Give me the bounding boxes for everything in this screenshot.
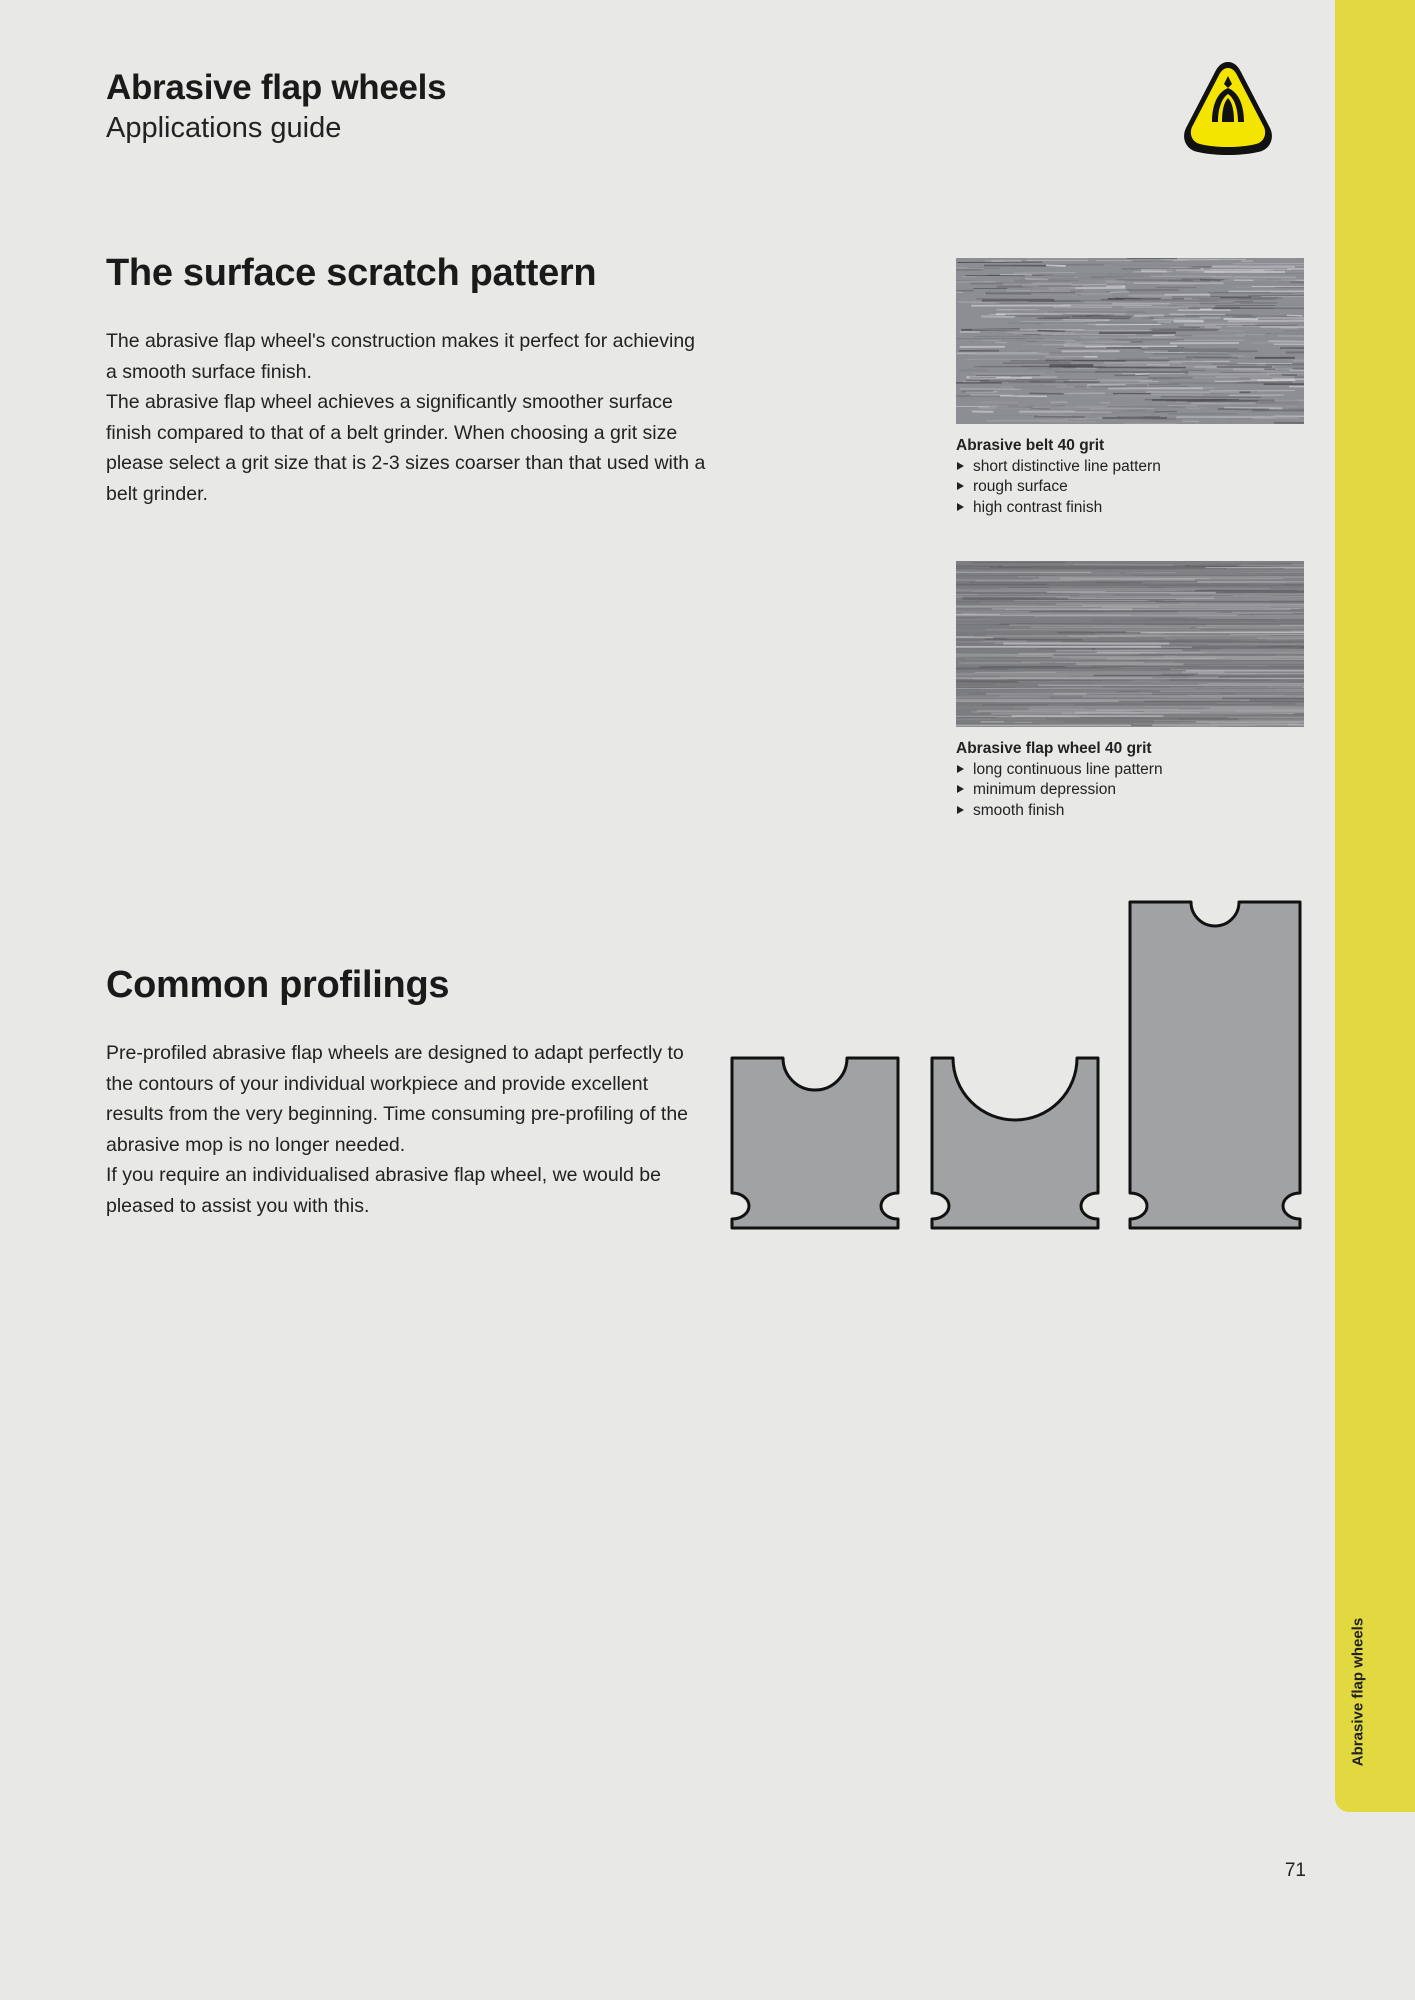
caption-bullet: high contrast finish [956, 498, 1316, 519]
chapter-side-tab [1335, 0, 1415, 1812]
profilings-paragraph-2: If you require an individualised abrasive flap wheel, we would be pleased to assist you with this. [106, 1164, 661, 1217]
profile-tall-notch [1130, 902, 1300, 1228]
caption-bullet: smooth finish [956, 801, 1316, 822]
profile-large-radius [932, 1058, 1098, 1228]
profile-small-radius [732, 1058, 898, 1228]
klingspor-logo [1178, 58, 1278, 158]
profilings-paragraph-1: Pre-profiled abrasive flap wheels are designed to adapt perfectly to the contours of your individual workpiece and provide excellent results from the very beginning. Time consuming pre-profiling of the abrasive mop is no longer needed. [106, 1042, 689, 1156]
chapter-side-tab-label [1338, 1617, 1378, 1767]
page-number: 71 [1284, 1860, 1306, 1881]
caption-bullet-list [956, 760, 1316, 822]
bullet-triangle-icon [957, 765, 964, 773]
document-title: Abrasive flap wheels [106, 68, 447, 107]
bullet-triangle-icon [957, 462, 964, 470]
caption-bullet: minimum depression [956, 780, 1316, 801]
bullet-triangle-icon [957, 503, 964, 511]
scratch-paragraph-1: The abrasive flap wheel's construction makes it perfect for achieving a smooth surface finish. [106, 330, 696, 383]
profilings-section-heading: Common profilings [106, 964, 450, 1006]
caption-bullet: short distinctive line pattern [956, 457, 1316, 478]
caption-bullet-list [956, 457, 1316, 519]
scratch-section-text [106, 326, 706, 509]
caption-title: Abrasive flap wheel 40 grit [956, 740, 1152, 757]
scratch-section-heading: The surface scratch pattern [106, 252, 597, 294]
profile-diagrams [728, 898, 1304, 1230]
side-tab-text: Abrasive flap wheels [1349, 1617, 1367, 1767]
caption-bullet: rough surface [956, 477, 1316, 498]
klingspor-logo-icon [1178, 58, 1278, 158]
bullet-triangle-icon [957, 482, 964, 490]
flap-wheel-caption [956, 739, 1316, 821]
caption-bullet: long continuous line pattern [956, 760, 1316, 781]
logo-text: KLINGSPOR [1190, 127, 1266, 150]
abrasive-belt-surface-photo [956, 258, 1304, 424]
bullet-triangle-icon [957, 785, 964, 793]
profilings-section-text [106, 1038, 696, 1221]
scratch-paragraph-2: The abrasive flap wheel achieves a significantly smoother surface finish compared to that of a belt grinder. When choosing a grit size please select a grit size that is 2-3 sizes coarser than that used with a belt grinder. [106, 391, 706, 505]
flap-wheel-surface-photo [956, 561, 1304, 727]
document-subtitle: Applications guide [106, 112, 342, 144]
caption-title: Abrasive belt 40 grit [956, 437, 1105, 454]
abrasive-belt-caption [956, 436, 1316, 518]
bullet-triangle-icon [957, 806, 964, 814]
